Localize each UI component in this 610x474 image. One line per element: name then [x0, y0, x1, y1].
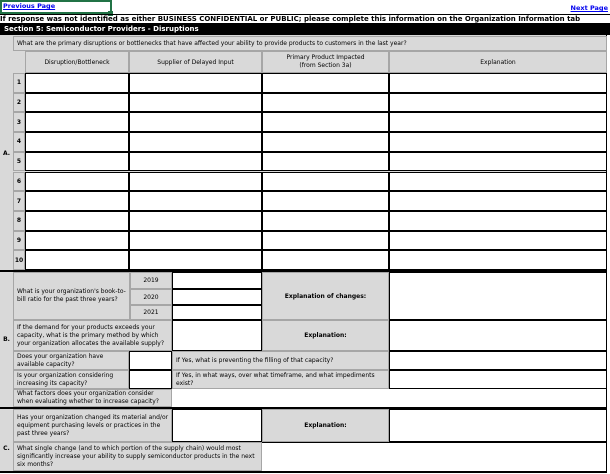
capacity-factors-input[interactable]: [172, 389, 607, 407]
disruption-input[interactable]: [25, 112, 129, 132]
supplier-input[interactable]: [129, 112, 262, 132]
part-a-question: What are the primary disruptions or bottlenecks that have affected your ability to provide products to customers in the last year?: [13, 36, 607, 51]
single-change-question: What single change (and to which portion of the supply chain) would most significantly increase your ability to supply semiconductor products in the next six months?: [13, 442, 262, 471]
row-number: 9: [13, 231, 25, 251]
disruption-input[interactable]: [25, 211, 129, 231]
row-number: 7: [13, 191, 25, 211]
product-input[interactable]: [262, 191, 389, 211]
explanation-input[interactable]: [389, 132, 607, 152]
increasing-capacity-question: Is your organization considering increasing its capacity?: [13, 370, 129, 389]
header-disruption: Disruption/Bottleneck: [25, 51, 129, 73]
capacity-factors-question: What factors does your organization consider when evaluating whether to increase capacity?: [13, 389, 172, 407]
row-number: 1: [13, 73, 25, 93]
header-primary-product: [262, 51, 389, 73]
explanation-input[interactable]: [389, 191, 607, 211]
available-capacity-input[interactable]: [129, 351, 172, 370]
row-number: 8: [13, 211, 25, 231]
single-change-input[interactable]: [262, 442, 607, 471]
increasing-capacity-input[interactable]: [129, 370, 172, 389]
product-input[interactable]: [262, 172, 389, 192]
explanation-input[interactable]: [389, 172, 607, 192]
product-input[interactable]: [262, 211, 389, 231]
supplier-input[interactable]: [129, 93, 262, 113]
part-c-label: C.: [3, 444, 10, 452]
available-capacity-question: Does your organization have available capacity?: [13, 351, 129, 370]
supplier-input[interactable]: [129, 191, 262, 211]
supplier-input[interactable]: [129, 250, 262, 270]
explanation-input[interactable]: [389, 231, 607, 251]
year-2020: 2020: [130, 289, 172, 305]
explanation-input[interactable]: [389, 73, 607, 93]
disruption-input[interactable]: [25, 152, 129, 172]
supplier-input[interactable]: [129, 152, 262, 172]
product-input[interactable]: [262, 132, 389, 152]
previous-page-link[interactable]: Previous Page: [3, 2, 56, 10]
header-primary-product-label: Primary Product Impacted: [286, 54, 365, 61]
explanation-input[interactable]: [389, 250, 607, 270]
purchasing-input[interactable]: [172, 409, 262, 442]
section-title: Section 5: Semiconductor Providers - Disruptions: [0, 23, 610, 35]
available-capacity-followup-input[interactable]: [389, 351, 607, 370]
demand-allocation-question: If the demand for your products exceeds your capacity, what is the primary method by which your organization allocates the available supply?: [13, 320, 172, 351]
product-input[interactable]: [262, 73, 389, 93]
explanation-of-changes-input[interactable]: [389, 272, 607, 320]
supplier-input[interactable]: [129, 73, 262, 93]
purchasing-explanation-label: Explanation:: [262, 409, 389, 442]
purchasing-explanation-input[interactable]: [389, 409, 607, 442]
explanation-input[interactable]: [389, 93, 607, 113]
increasing-capacity-followup-input[interactable]: [389, 370, 607, 389]
ratio-2021-input[interactable]: [172, 305, 262, 320]
product-input[interactable]: [262, 231, 389, 251]
row-number: 10: [13, 250, 25, 270]
product-input[interactable]: [262, 93, 389, 113]
ratio-2019-input[interactable]: [172, 272, 262, 289]
disruption-input[interactable]: [25, 191, 129, 211]
nav-row: [0, 0, 610, 13]
book-to-bill-question: What is your organization's book-to-bill ratio for the past three years?: [13, 272, 130, 320]
disruption-input[interactable]: [25, 73, 129, 93]
disruption-input[interactable]: [25, 231, 129, 251]
next-page-link[interactable]: Next Page: [570, 4, 608, 12]
product-input[interactable]: [262, 250, 389, 270]
row-number: 4: [13, 132, 25, 152]
explanation-input[interactable]: [389, 112, 607, 132]
supplier-input[interactable]: [129, 231, 262, 251]
part-a-label: A.: [2, 149, 11, 157]
disruption-input[interactable]: [25, 250, 129, 270]
supplier-input[interactable]: [129, 132, 262, 152]
supplier-input[interactable]: [129, 211, 262, 231]
part-b-label: B.: [3, 336, 10, 343]
confidentiality-banner: If response was not identified as either BUSINESS CONFIDENTIAL or PUBLIC; please complete this information on the Organization Information tab: [0, 14, 610, 23]
purchasing-question: Has your organization changed its material and/or equipment purchasing levels or practices in the past three years?: [13, 409, 172, 442]
demand-explanation-input[interactable]: [389, 320, 607, 351]
header-explanation: Explanation: [389, 51, 607, 73]
year-2021: 2021: [130, 305, 172, 320]
row-number: 5: [13, 152, 25, 172]
supplier-input[interactable]: [129, 172, 262, 192]
explanation-of-changes-label: Explanation of changes:: [262, 272, 389, 320]
disruption-input[interactable]: [25, 172, 129, 192]
header-supplier: Supplier of Delayed Input: [129, 51, 262, 73]
row-number: 2: [13, 93, 25, 113]
product-input[interactable]: [262, 112, 389, 132]
available-capacity-followup: If Yes, what is preventing the filling of that capacity?: [172, 351, 389, 370]
year-2019: 2019: [130, 272, 172, 289]
header-primary-product-sub: (from Section 3a): [299, 62, 352, 69]
row-number: 3: [13, 112, 25, 132]
increasing-capacity-followup: If Yes, in what ways, over what timeframe, and what impediments exist?: [172, 370, 389, 389]
explanation-input[interactable]: [389, 152, 607, 172]
ratio-2020-input[interactable]: [172, 289, 262, 305]
demand-explanation-label: Explanation:: [262, 320, 389, 351]
disruption-input[interactable]: [25, 93, 129, 113]
demand-allocation-input[interactable]: [172, 320, 262, 351]
disruption-input[interactable]: [25, 132, 129, 152]
product-input[interactable]: [262, 152, 389, 172]
explanation-input[interactable]: [389, 211, 607, 231]
row-number: 6: [13, 172, 25, 192]
